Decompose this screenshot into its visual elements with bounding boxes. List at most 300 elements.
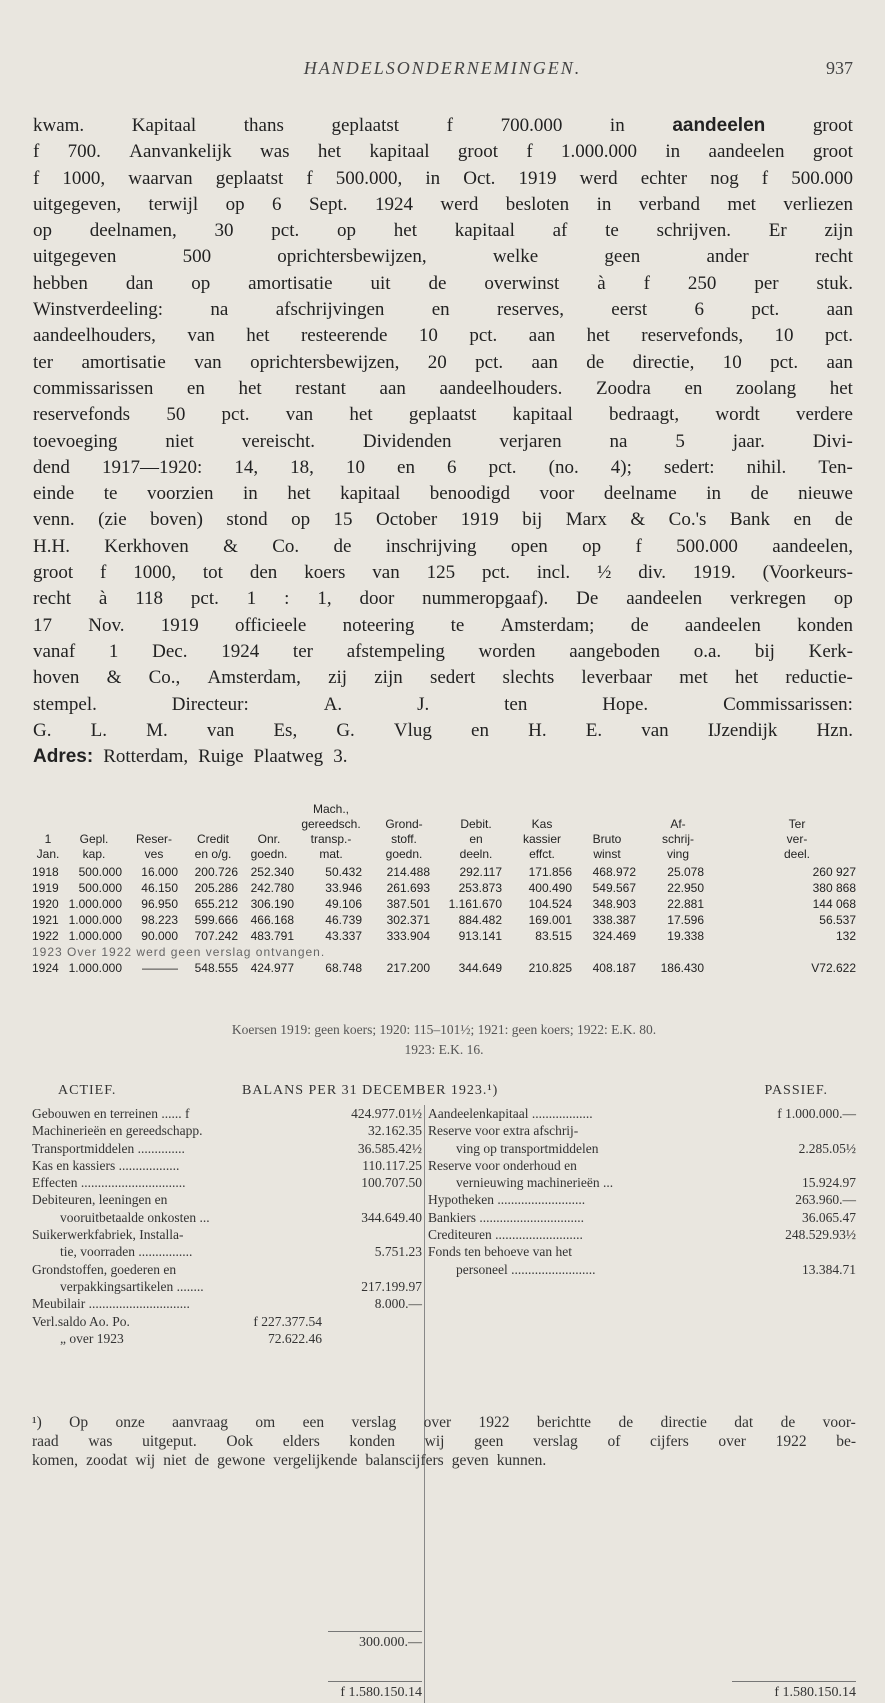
table-cell: 96.950	[141, 897, 178, 911]
word: aandeelen,	[772, 535, 853, 557]
word: op	[337, 220, 357, 242]
word: Marx	[565, 509, 607, 531]
word: pct.	[469, 325, 498, 347]
word: geplaatst	[408, 404, 477, 426]
word: uit	[370, 272, 391, 294]
balance-label: Meubilair ..............................	[32, 1296, 190, 1312]
text-line	[33, 166, 853, 192]
word: het	[317, 141, 342, 163]
balance-amount: 424.977.01½	[351, 1106, 422, 1121]
balance-label: Fonds ten behoeve van het	[428, 1244, 572, 1260]
table-cell: 49.106	[325, 897, 362, 911]
word: J.	[417, 693, 430, 715]
word: welke	[492, 246, 539, 268]
actief-item	[32, 1157, 422, 1174]
balance-label: Hypotheken ..........................	[428, 1192, 586, 1208]
word: onze	[115, 1414, 145, 1431]
word: aan	[379, 377, 406, 399]
word: om	[255, 1414, 276, 1431]
word: met	[679, 667, 708, 689]
word: de	[780, 1414, 796, 1431]
word: Sept.	[308, 193, 348, 215]
verlies-rule	[328, 1631, 422, 1632]
word: het	[829, 377, 853, 399]
word: nihil.	[746, 456, 787, 478]
word: 500	[182, 246, 212, 268]
word: Oct.	[463, 167, 496, 189]
word: stempel.	[33, 693, 97, 715]
word: komen,	[32, 1452, 79, 1469]
balance-label: Reserve voor extra afschrij-	[428, 1123, 579, 1139]
word: Commissarissen:	[723, 693, 853, 715]
word: Ook	[226, 1433, 254, 1450]
table-header-cell: effct.	[529, 847, 555, 861]
table-cell: 913.141	[458, 929, 502, 943]
word: 500.000,	[335, 167, 403, 189]
text-line	[33, 534, 853, 560]
balance-label: Kas en kassiers ..................	[32, 1157, 180, 1173]
running-title: HANDELSONDERNEMINGEN.	[303, 58, 582, 78]
word: voorzien	[146, 483, 214, 505]
table-row	[32, 896, 856, 912]
word: amortisatie	[248, 272, 333, 294]
word: Co.	[272, 535, 300, 557]
footnote-line	[32, 1413, 856, 1432]
balance-label: Reserve voor onderhoud en	[428, 1157, 577, 1173]
word: uitgeput.	[142, 1433, 197, 1450]
table-cell: 104.524	[528, 897, 572, 911]
actief-item	[32, 1278, 422, 1295]
word: in	[706, 483, 722, 505]
word: ander	[706, 246, 749, 268]
table-cell: 302.371	[386, 913, 430, 927]
word: verkregen	[730, 588, 807, 610]
word: à	[98, 588, 108, 610]
word: Dividenden	[362, 430, 452, 452]
table-cell: 500.000	[78, 881, 122, 895]
text-line	[33, 560, 853, 586]
word: 1	[246, 588, 257, 610]
word: Hope.	[602, 693, 649, 715]
footnote-line	[32, 1451, 856, 1470]
table-header-cell: Gepl.	[79, 832, 109, 846]
table-cell: 1924	[32, 961, 59, 975]
word: 20	[427, 351, 447, 373]
table-header-cell: Grond-	[385, 817, 423, 831]
word: een	[302, 1414, 325, 1431]
text-line	[33, 586, 853, 612]
word: verdere	[795, 404, 853, 426]
passief-item	[428, 1261, 856, 1278]
word: 1000,	[133, 562, 176, 584]
passief-item	[428, 1122, 856, 1139]
passief-item	[428, 1140, 856, 1157]
word: verliezen	[783, 193, 853, 215]
word: worden	[478, 640, 536, 662]
word: pct.	[751, 299, 780, 321]
financial-table	[32, 802, 856, 976]
word: het	[349, 404, 373, 426]
table-cell: 90.000	[141, 929, 178, 943]
actief-item	[32, 1122, 422, 1139]
word: de	[630, 614, 649, 636]
word: 6	[272, 193, 282, 215]
balance-label: vernieuwing machinerieën ...	[456, 1175, 614, 1191]
table-cell: 884.482	[458, 913, 502, 927]
word: 10	[418, 325, 438, 347]
word: 1924	[221, 640, 260, 662]
word: aan	[826, 351, 853, 373]
word: zoolang	[736, 377, 797, 399]
table-cell: 348.903	[592, 897, 636, 911]
word: geen	[604, 246, 641, 268]
word: wij	[424, 1433, 445, 1450]
word: Amsterdam,	[207, 667, 301, 689]
word: (zie	[98, 509, 127, 531]
word: aandeelen	[708, 141, 785, 163]
word: berichtte	[536, 1414, 592, 1431]
table-cell: 424.977	[250, 961, 294, 975]
table-cell: 22.881	[667, 897, 704, 911]
word: werd	[579, 167, 618, 189]
table-cell: 261.693	[386, 881, 430, 895]
word: &	[630, 509, 646, 531]
table-cell: 16.000	[141, 865, 178, 879]
word: 118	[135, 588, 163, 610]
table-header-cell: ver-	[786, 832, 808, 846]
word: cijfers	[650, 1433, 689, 1450]
balance-amount: 15.924.97	[802, 1175, 856, 1191]
word: werd	[440, 193, 479, 215]
passief-total: f 1.580.150.14	[774, 1685, 856, 1700]
table-header-cell: gereedsch.	[301, 817, 361, 831]
table-row	[32, 912, 856, 928]
word: konden	[797, 614, 853, 636]
word: venn.	[33, 509, 75, 531]
word: be-	[836, 1433, 856, 1450]
word: reservefonds	[33, 404, 131, 426]
balance-label: Aandeelenkapitaal ..................	[428, 1106, 593, 1121]
word: van	[372, 562, 400, 584]
word: sedert:	[663, 456, 715, 478]
actief-total: f 1.580.150.14	[340, 1685, 422, 1700]
actief-item	[32, 1174, 422, 1191]
word: de	[428, 272, 447, 294]
word: met	[727, 193, 756, 215]
table-cell: 466.168	[250, 913, 294, 927]
word: recht	[814, 246, 853, 268]
text-line	[33, 297, 853, 323]
balance-label: ving op transportmiddelen	[456, 1140, 599, 1156]
word: kunnen.	[496, 1452, 547, 1469]
actief-column	[32, 1105, 422, 1347]
word: Amsterdam;	[500, 614, 595, 636]
balance-amount: 248.529.93½	[785, 1227, 856, 1243]
table-cell: 217.200	[386, 961, 430, 975]
word: Nov.	[88, 614, 125, 636]
table-cell: 205.286	[194, 881, 238, 895]
table-header-cell: Onr.	[257, 832, 281, 846]
word: G.	[336, 719, 355, 741]
word: reservefonds,	[641, 325, 744, 347]
word: October	[376, 509, 438, 531]
word: slechts	[502, 667, 555, 689]
word: Divi-	[812, 430, 853, 452]
word: schrijven.	[656, 220, 732, 242]
word: de	[618, 1414, 634, 1431]
balance-label: Verl.saldo Ao. Po.	[32, 1313, 130, 1329]
word: groot	[812, 141, 853, 163]
word: in	[425, 167, 441, 189]
table-header-cell: schrij-	[662, 832, 694, 846]
word: op	[291, 509, 311, 531]
table-row	[32, 880, 856, 896]
actief-item	[32, 1243, 422, 1260]
table-cell: 707.242	[194, 929, 238, 943]
word: 1919	[518, 167, 557, 189]
word: directie,	[632, 351, 695, 373]
actief-item	[32, 1105, 422, 1122]
balance-label: tie, voorraden ................	[60, 1244, 193, 1260]
word: Er	[768, 220, 787, 242]
word: Kerkhoven	[104, 535, 189, 557]
financial-table-header	[32, 802, 856, 864]
balance-amount: f 1.000.000.—	[777, 1106, 856, 1121]
balance-label: Bankiers ...............................	[428, 1209, 584, 1225]
share-prices-line-1: Koersen 1919: geen koers; 1920: 115–101½; 1921: geen koers; 1922: E.K. 80.	[231, 1022, 657, 1037]
word: &	[223, 535, 238, 557]
word: zijn	[374, 667, 403, 689]
word: 1,	[317, 588, 332, 610]
word: 14,	[234, 456, 259, 478]
word: op	[191, 272, 211, 294]
passief-item	[428, 1243, 856, 1260]
balance-label: personeel .........................	[456, 1261, 596, 1277]
word: konden	[349, 1433, 396, 1450]
word: pct.	[482, 562, 510, 584]
word: à	[597, 272, 606, 294]
word: incl.	[536, 562, 571, 584]
table-cell: 324.469	[592, 929, 636, 943]
word: hebben	[33, 272, 88, 294]
table-cell: 210.825	[528, 961, 572, 975]
word: groot	[33, 562, 74, 584]
table-header-cell: goedn.	[385, 847, 423, 861]
passief-title: PASSIEF.	[764, 1083, 828, 1098]
word: 6	[694, 299, 704, 321]
verlies-total: 300.000.—	[359, 1635, 422, 1650]
table-cell: 46.150	[141, 881, 178, 895]
table-header-cell: Reser-	[135, 832, 172, 846]
word: 10	[774, 325, 794, 347]
text-line	[33, 639, 853, 665]
table-cell: 1.000.000	[68, 913, 122, 927]
table-cell: 171.856	[528, 865, 572, 879]
word: stuk.	[816, 272, 853, 294]
word: ½	[597, 562, 612, 584]
word: in	[243, 483, 258, 505]
table-cell: 655.212	[194, 897, 238, 911]
table-cell: 1918	[32, 865, 59, 879]
actief-item	[32, 1261, 422, 1278]
word: wordt	[715, 404, 760, 426]
balance-label: Gebouwen en terreinen ...... f	[32, 1106, 190, 1121]
table-header-cell: goedn.	[250, 847, 288, 861]
word: pct.	[488, 456, 517, 478]
table-cell: 22.950	[667, 881, 704, 895]
word: na	[210, 299, 229, 321]
column-divider	[424, 1105, 425, 1703]
table-cell: ———	[142, 961, 178, 975]
word: Plaatweg	[253, 746, 324, 768]
word: pct.	[271, 220, 300, 242]
word: 1919.	[692, 562, 736, 584]
balance-amount: 5.751.23	[374, 1244, 422, 1260]
word: 125	[426, 562, 456, 584]
word: vanaf	[33, 640, 76, 662]
word: Es,	[273, 719, 298, 741]
table-cell: 1.161.670	[448, 897, 502, 911]
text-line	[33, 376, 853, 402]
word: ten	[504, 693, 528, 715]
financial-table-body	[32, 864, 856, 976]
word: het	[238, 377, 262, 399]
word: vereischt.	[241, 430, 316, 452]
word: restant	[295, 377, 346, 399]
word: te	[450, 614, 465, 636]
word: aan	[531, 351, 558, 373]
table-header-cell: Ter	[788, 817, 806, 831]
word: in	[665, 141, 681, 163]
balance-label: Effecten ...............................	[32, 1175, 186, 1191]
word: 6	[447, 456, 457, 478]
passief-item	[428, 1105, 856, 1122]
word: de	[834, 509, 853, 531]
word: Winstverdeeling:	[33, 299, 164, 321]
table-cell: 338.387	[592, 913, 636, 927]
word: aandeelen	[672, 115, 766, 136]
word: kapitaal	[369, 141, 430, 163]
word: boven)	[150, 509, 203, 531]
table-header-cell: Kas	[531, 817, 553, 831]
table-cell: 50.432	[325, 865, 362, 879]
word: 1.000.000	[561, 141, 638, 163]
word: geven	[451, 1452, 489, 1469]
balance-label: „ over 1923	[60, 1330, 124, 1346]
balance-amount: 36.585.42½	[357, 1140, 422, 1156]
word: officieele	[234, 614, 307, 636]
table-cell: 292.117	[459, 865, 502, 879]
balance-titles	[32, 1083, 856, 1103]
word: pct.	[221, 404, 250, 426]
word: Op	[69, 1414, 89, 1431]
word: pct.	[770, 351, 799, 373]
table-header-cell: mat.	[319, 847, 343, 861]
word: verslag	[533, 1433, 578, 1450]
word: IJzendijk	[707, 719, 778, 741]
passief-column	[428, 1105, 856, 1278]
word: per	[754, 272, 779, 294]
word: deelname	[603, 483, 677, 505]
table-row	[32, 864, 856, 880]
word: groot	[812, 115, 853, 136]
text-line	[33, 718, 853, 744]
word: &	[106, 667, 122, 689]
word: kapitaal	[512, 404, 573, 426]
balance-amount: 263.960.—	[795, 1192, 856, 1208]
word: 3.	[333, 746, 348, 768]
actief-item	[32, 1295, 422, 1312]
word: het	[246, 325, 270, 347]
word: aandeelhouders,	[33, 325, 156, 347]
text-line	[33, 692, 853, 718]
word: 1922	[775, 1433, 807, 1450]
balance-amount: 8.000.—	[374, 1296, 422, 1312]
table-cell: 200.726	[194, 865, 238, 879]
text-line	[33, 744, 853, 770]
word: 10	[345, 456, 365, 478]
word: van	[285, 404, 314, 426]
balance-label: Suikerwerkfabriek, Installa-	[32, 1227, 184, 1243]
word: kwam.	[33, 115, 85, 136]
word: Dec.	[152, 640, 188, 662]
balance-label: vooruitbetaalde onkosten ...	[60, 1209, 210, 1225]
word: Zoodra	[596, 377, 651, 399]
word: raad	[32, 1433, 59, 1450]
balance-label: verpakkingsartikelen ........	[60, 1278, 204, 1294]
word: Vlug	[393, 719, 432, 741]
actief-title: ACTIEF.	[58, 1083, 117, 1098]
word: recht	[33, 588, 71, 610]
word: f	[635, 535, 642, 557]
word: kapitaal	[340, 483, 401, 505]
word: f	[33, 167, 40, 189]
balance-label: Crediteuren ..........................	[428, 1227, 583, 1243]
table-header-cell: Credit	[196, 832, 229, 846]
table-cell: 242.780	[250, 881, 294, 895]
text-line	[33, 429, 853, 455]
share-prices	[32, 1020, 856, 1060]
word: uitgegeven	[33, 246, 117, 268]
word: Bank	[729, 509, 770, 531]
word: echter	[640, 167, 688, 189]
word: elders	[282, 1433, 320, 1450]
word: L.	[90, 719, 107, 741]
word: open	[510, 535, 548, 557]
word: 1000,	[62, 167, 106, 189]
table-header-cell: Mach.,	[312, 802, 349, 816]
word: was	[88, 1433, 113, 1450]
word: wij	[135, 1452, 156, 1469]
word: Adres:	[33, 746, 94, 768]
table-header-cell: kap.	[82, 847, 106, 861]
text-line	[33, 665, 853, 691]
table-cell: 1.000.000	[68, 929, 122, 943]
word: dan	[125, 272, 154, 294]
word: te	[605, 220, 619, 242]
word: jaar.	[732, 430, 765, 452]
word: vergelijkende	[273, 1452, 358, 1469]
table-header-cell: winst	[593, 847, 621, 861]
word: 700.000	[500, 115, 563, 136]
text-line	[33, 192, 853, 218]
balance-label: Grondstoffen, goederen en	[32, 1261, 177, 1277]
table-cell: 306.190	[250, 897, 294, 911]
word: leverbaar	[581, 667, 653, 689]
table-row	[32, 960, 856, 976]
table-cell: 19.338	[667, 929, 704, 943]
word: Directeur:	[171, 693, 249, 715]
